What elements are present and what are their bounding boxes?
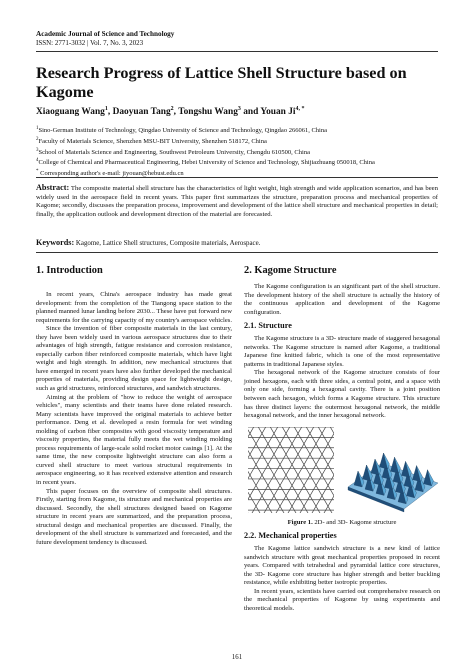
author-affiliation-mark: 1 xyxy=(104,106,108,112)
abstract-text: The composite material shell structure has the characteristics of light weight, high strength and wide application scenarios, and has been widely used in the aerospace field in recent years. This paper first summarizes the structure, preparation process and mechanical properties of Kagome; secondly, discusses the preparation process, improvement and development of the lattice shell structure and mechanical properties in detail; finally, the application outlook and development direction of the material are forecasted. xyxy=(36,185,438,218)
paper-title: Research Progress of Lattice Shell Structure based on Kagome xyxy=(36,64,407,101)
figure-caption-label: Figure 1. xyxy=(287,518,313,526)
body-paragraph: The hexagonal network of the Kagome structure consists of four joined hexagons, each with three sides, a central point, and a space with only one side, forming a hexagonal cavity. There is a joint position between each hexagon, which forms a Kagome structure. This structure has three distinct layers: the outermost hexagonal network, the middle hexagonal network, and the inner hexagonal network. xyxy=(244,369,440,420)
affiliation-mark: 2 xyxy=(36,136,39,142)
abstract-bottom-divider xyxy=(36,252,438,253)
affiliation-line xyxy=(36,147,438,158)
affiliation-list xyxy=(36,125,438,179)
body-paragraph: The Kagome lattice sandwich structure is a new kind of lattice sandwich structure with great mechanical properties proposed in recent years. Compared with tetrahedral and pyramidal lattice core structures, the 3D- Kagome core structure has higher strength and better buckling resistance, while exhibiting better isotropic properties. xyxy=(244,545,440,587)
journal-issn: ISSN: 2771-3032 | Vol. 7, No. 3, 2023 xyxy=(36,39,144,47)
subsection-heading-structure: 2.1. Structure xyxy=(244,321,292,331)
author-name: Tongshu Wang xyxy=(178,107,238,118)
right-column xyxy=(244,264,440,614)
author-name: Xiaoguang Wang xyxy=(36,107,105,118)
author-list: Xiaoguang Wang$^1$, Daoyuan Tang$^2$, Tongshu Wang$^3$ and Youan $Ji^{4, *}$ xyxy=(36,106,305,118)
header-divider xyxy=(36,51,438,52)
affiliation-text: College of Chemical and Pharmaceutical Engineering, Hebei University of Science and Technology, Shijiazhuang 050018, China xyxy=(38,159,375,167)
lattice-strut xyxy=(424,423,440,517)
affiliation-line xyxy=(36,136,438,147)
keywords xyxy=(36,238,438,248)
author-name: Daoyuan Tang xyxy=(112,107,171,118)
author-affiliation-mark: 2 xyxy=(170,106,174,112)
mechanical-body xyxy=(244,545,440,613)
structure-body xyxy=(244,335,440,420)
kagome-3d-lattice xyxy=(348,453,438,512)
author-affiliation-mark: 4, * xyxy=(295,106,305,112)
section-heading-kagome: 2. Kagome Structure xyxy=(244,265,337,276)
author-affiliation-mark: 3 xyxy=(237,106,241,112)
affiliation-line xyxy=(36,157,438,168)
figure-caption-text: 2D- and 3D- Kagome structure xyxy=(312,518,397,526)
keywords-text: Kagome, Lattice Shell structures, Composite materials, Aerospace. xyxy=(74,240,261,247)
author-name: Youan Ji xyxy=(260,107,296,118)
kagome-body xyxy=(244,283,440,317)
section-heading-introduction: 1. Introduction xyxy=(36,265,103,276)
affiliation-mark: 4 xyxy=(36,158,39,164)
left-column xyxy=(36,264,232,547)
affiliation-mark: 3 xyxy=(36,147,39,153)
affiliation-text: Faculty of Materials Science, Shenzhen MSU-BIT University, Shenzhen 518172, China xyxy=(38,137,267,145)
subsection-heading-mechanical: 2.2. Mechanical properties xyxy=(244,531,337,541)
page-number: 161 xyxy=(231,654,243,661)
body-paragraph: Since the invention of fiber composite materials in the last century, they have been widely used in various aerospace structures due to their advantages of high strength, fatigue resistance and corrosion resistance, especially carbon fiber reinforced composite materials, which have light weight and high strength. In addition, new mechanical structures that have emerged in recent years have also further developed the mechanical properties of materials, providing design space for lightweight design, such as grid structures, reinforced structures, and sandwich structures. xyxy=(36,325,232,393)
affiliation-text: Corresponding author's e-mail: jiyouan@hebust.edu.cn xyxy=(38,170,184,178)
figure-1 xyxy=(244,423,440,517)
affiliation-text: Sino-German Institute of Technology, Qingdao University of Science and Technology, Qingdao 266061, China xyxy=(38,127,327,135)
abstract xyxy=(36,184,438,219)
body-paragraph: In recent years, scientists have carried out comprehensive research on the mechanical properties of Kagome by using experiments and theoretical models. xyxy=(244,587,440,613)
introduction-body xyxy=(36,291,232,547)
kagome-figure-image xyxy=(244,423,440,517)
abstract-top-divider xyxy=(36,177,438,178)
keywords-label: Keywords: xyxy=(36,238,75,247)
body-paragraph: The Kagome structure is a 3D- structure made of staggered hexagonal networks. The Kagome structure is named after Kagome, a traditional Japanese fine knitted fabric, which is one of the most representative patterns in traditional Japanese styles. xyxy=(244,335,440,368)
lattice-strut xyxy=(436,423,440,517)
abstract-label: Abstract: xyxy=(36,183,70,192)
body-paragraph: The Kagome configuration is an significant part of the shell structure. The development history of the shell structure is actually the history of the continuous application and development of the Kagome configuration. xyxy=(244,283,440,316)
body-paragraph: Aiming at the problem of "how to reduce the weight of aerospace vehicles", many scientists and their teams have done related research. Many scientists have improved the original materials to achieve better performance. Deng et al. developed a resin formula for wet winding molding of carbon fiber composites with good viscosity temperature and viscosity properties, the material fully meets the wet winding molding process requirements of large-scale solid rocket motor casings [1]. At the same time, the new composite lightweight structure can also form a curved shell structure to meet various structural requirements in aerospace engineering, so it has received extensive attention and research in recent years. xyxy=(36,393,232,487)
affiliation-text: School of Materials Science and Engineering, Southwest Petroleum University, Chengdu 610500, China xyxy=(38,148,310,156)
journal-name: Academic Journal of Science and Technology xyxy=(36,30,175,38)
figure-1-caption xyxy=(244,519,440,528)
body-paragraph: This paper focuses on the overview of composite shell structures. Firstly, starting from Kagome, its structure and mechanical properties are discussed. Secondly, the shell structures designed based on Kagome structure in recent years are summarized, and the preparation process, structural design and mechanical properties are discussed. Finally, the development of the shell structure is summarized and forecasted, and the future development tendency is discussed. xyxy=(36,487,232,546)
body-paragraph: In recent years, China's aerospace industry has made great development: from the completion of the Tiangong space station to the planned manned lunar landing before 2030... These have put forward new requirements for the carrying capacity of my country's aerospace vehicles. xyxy=(36,291,232,324)
affiliation-mark: 1 xyxy=(36,126,39,131)
affiliation-line xyxy=(36,125,438,136)
affiliation-mark: * xyxy=(36,169,39,174)
